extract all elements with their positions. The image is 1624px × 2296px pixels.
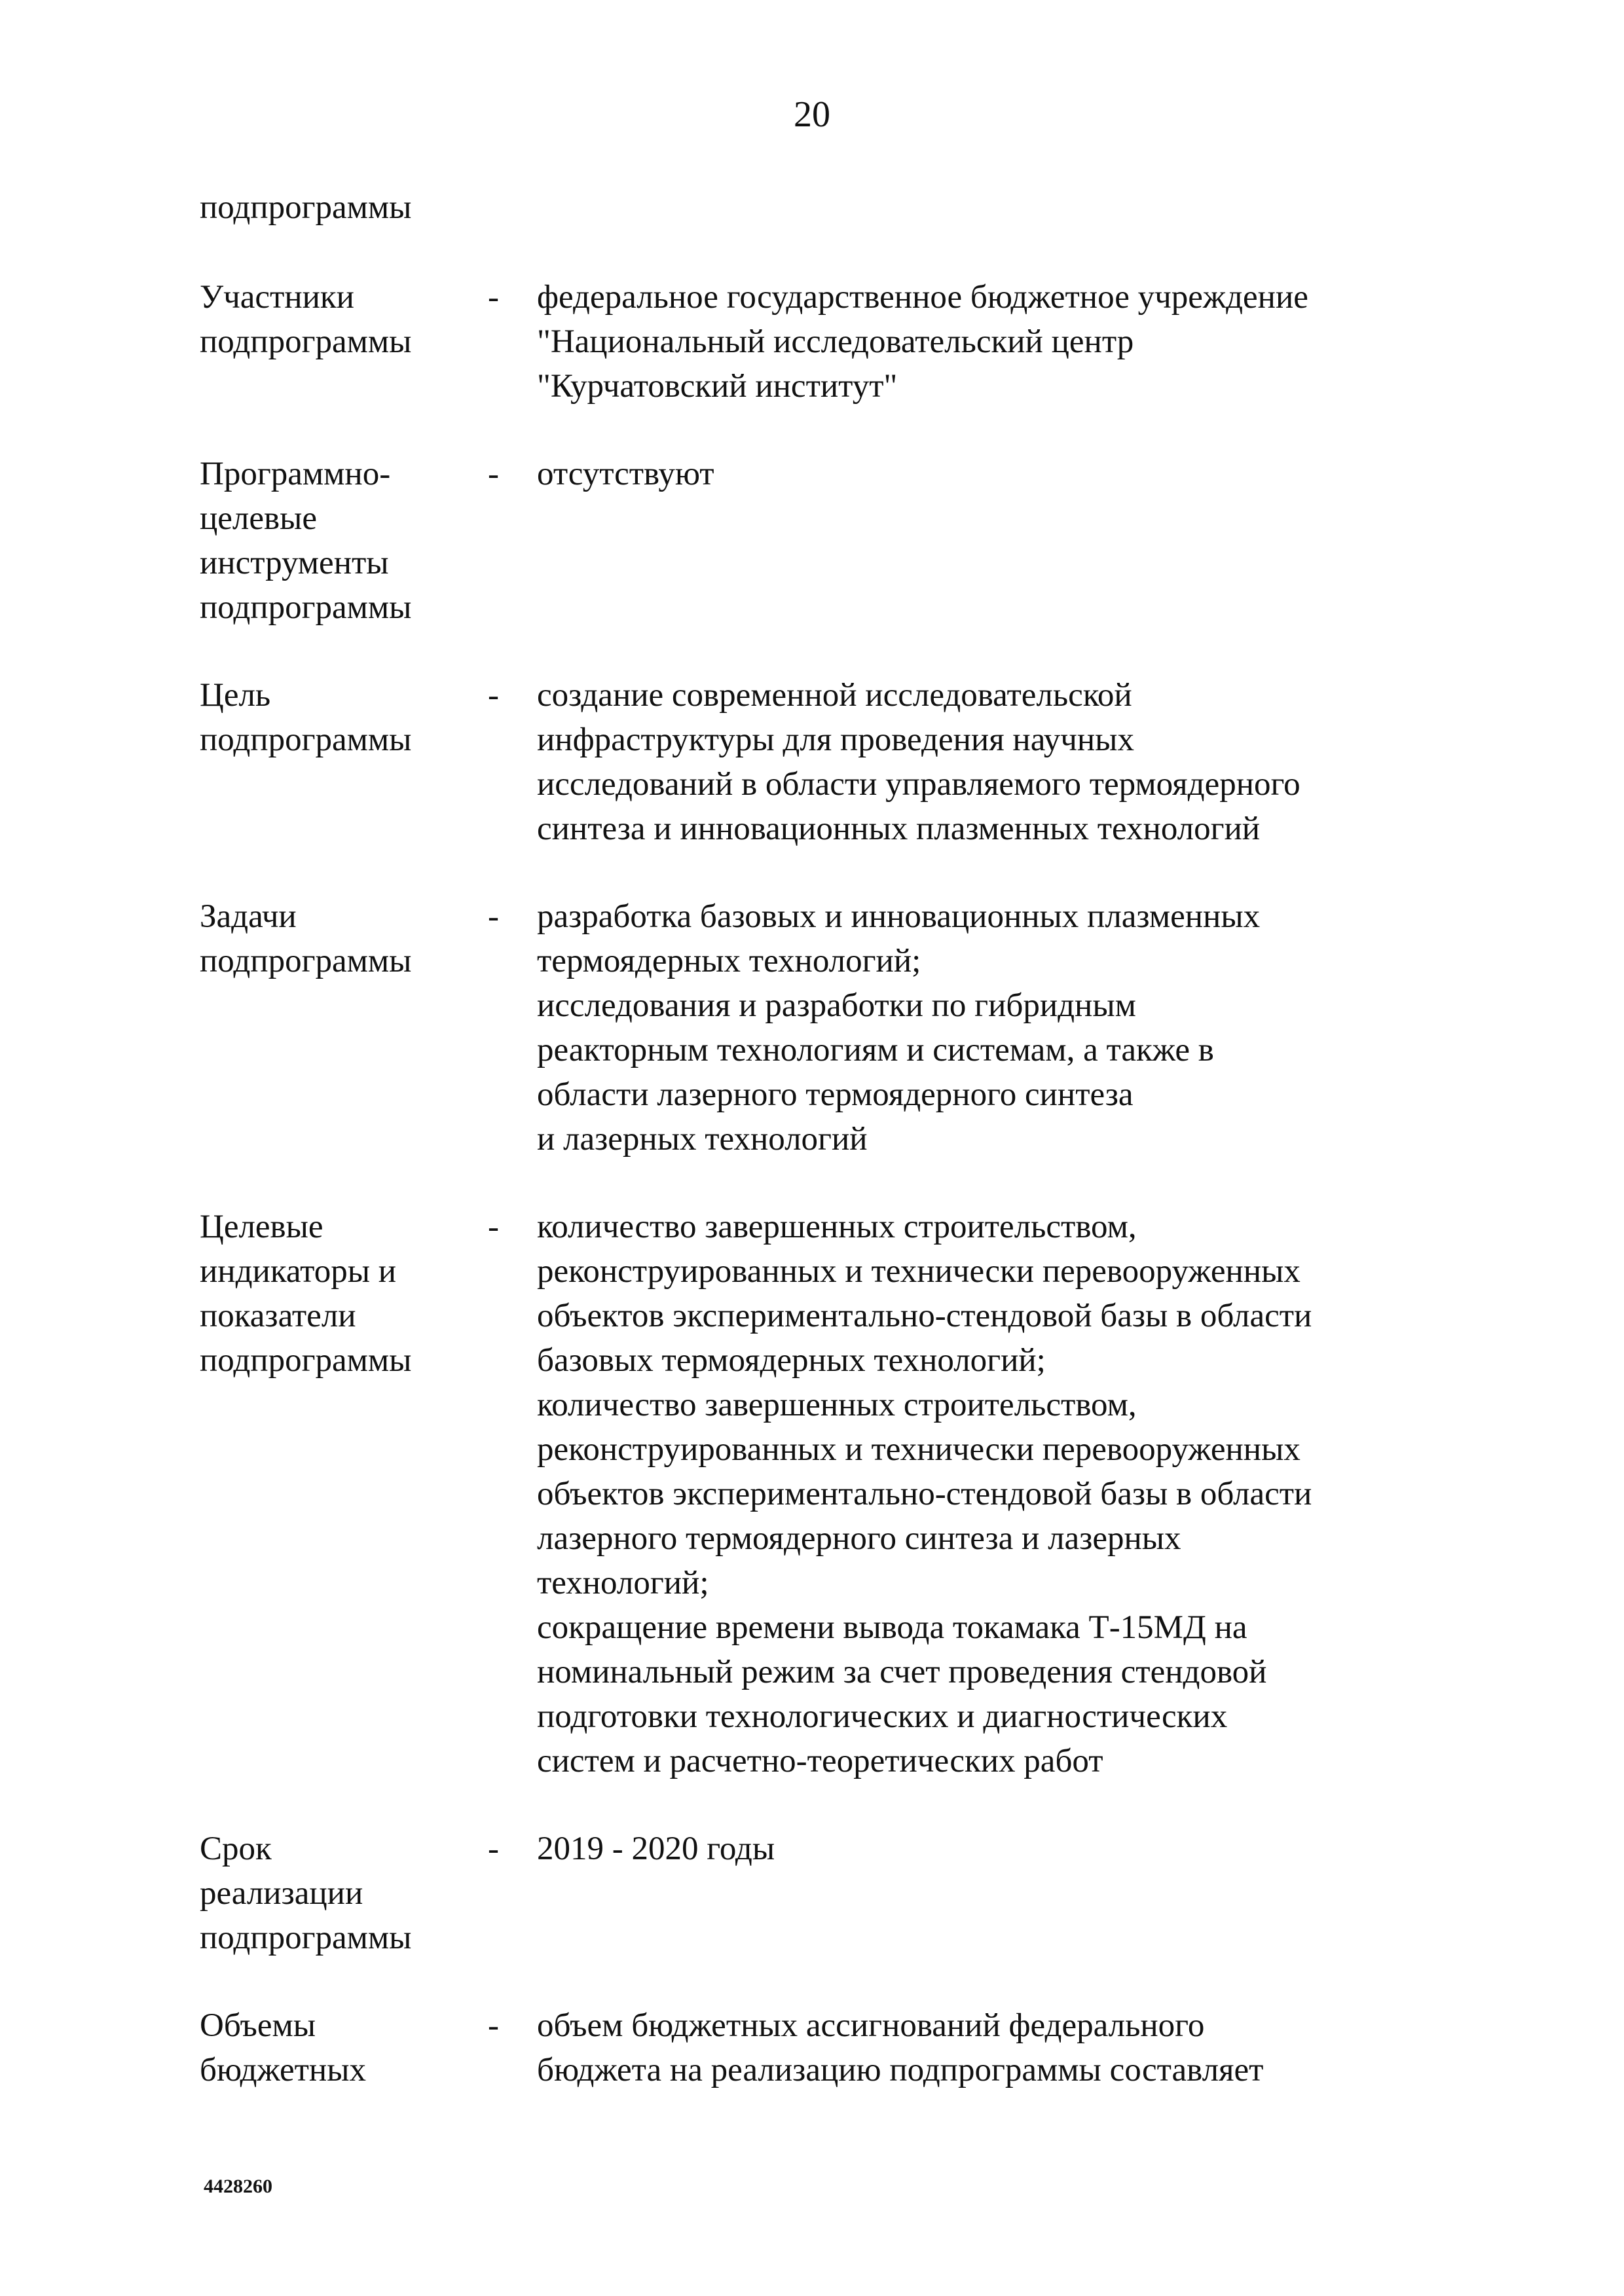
row-value: разработка базовых и инновационных плазменных термоядерных технологий; исследования и разработки по гибридным реакторным технологиям и системам, а также в области лазерного термоядерного синтеза и лазерных технологий: [537, 898, 1261, 1157]
row-dash: -: [488, 279, 499, 316]
row-timeline: [200, 1827, 1444, 1960]
row-dash: -: [488, 1209, 499, 1245]
row-program-tools: [200, 452, 1444, 630]
row-participants: [200, 275, 1444, 409]
row-indicators: [200, 1205, 1444, 1783]
row-dash: -: [488, 1831, 499, 1867]
passport-table: [200, 275, 1444, 2136]
row-value: количество завершенных строительством, реконструированных и технически перевооруженных объектов экспериментально-стендовой базы в области базовых термоядерных технологий; количество завершенных строительством, реконструированных и технически перевооруженных объектов экспериментально-стендовой базы в области лазерного термоядерного синтеза и лазерных технологий; сокращение времени вывода токамака Т-15МД на номинальный режим за счет проведения стендовой подготовки технологических и диагностических систем и расчетно-теоретических работ: [537, 1209, 1312, 1779]
row-value: 2019 - 2020 годы: [537, 1831, 775, 1867]
row-tasks: [200, 894, 1444, 1161]
row-dash: -: [488, 2007, 499, 2044]
row-label: Участники подпрограммы: [200, 279, 412, 360]
page-number: 20: [794, 94, 830, 135]
row-value: федеральное государственное бюджетное учреждение "Национальный исследовательский центр "Курчатовский институт": [537, 279, 1308, 405]
row-budget: [200, 2003, 1444, 2092]
row-goal: [200, 673, 1444, 851]
row-label: Программно- целевые инструменты подпрограммы: [200, 456, 412, 626]
document-code: 4428260: [204, 2176, 272, 2197]
row-label: Цель подпрограммы: [200, 677, 412, 758]
row-label: Объемы бюджетных: [200, 2007, 366, 2088]
row-label: Задачи подпрограммы: [200, 898, 412, 979]
row-dash: -: [488, 456, 499, 492]
row-label: Целевые индикаторы и показатели подпрограммы: [200, 1209, 412, 1379]
row-dash: -: [488, 898, 499, 935]
row-value: отсутствуют: [537, 456, 714, 492]
continuation-label: подпрограммы: [200, 189, 412, 226]
row-dash: -: [488, 677, 499, 714]
row-value: создание современной исследовательской инфраструктуры для проведения научных исследований в области управляемого термоядерного синтеза и инновационных плазменных технологий: [537, 677, 1301, 847]
row-label: Срок реализации подпрограммы: [200, 1831, 412, 1956]
row-value: объем бюджетных ассигнований федерального бюджета на реализацию подпрограммы составляет: [537, 2007, 1264, 2088]
